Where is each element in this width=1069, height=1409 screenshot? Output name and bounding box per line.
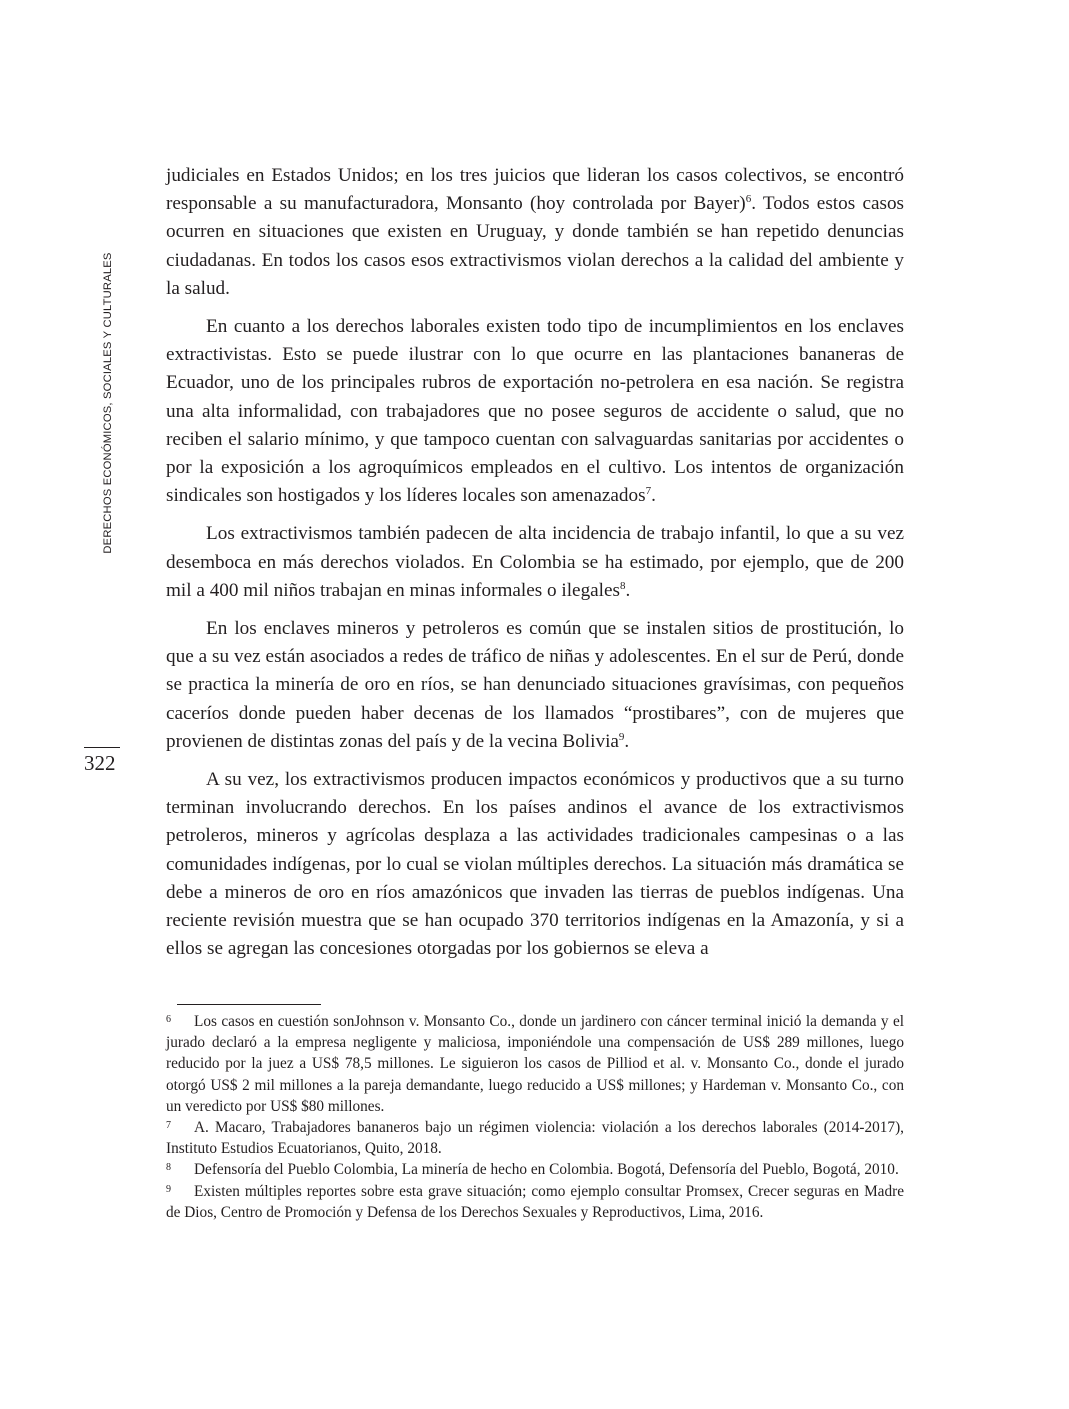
page-number: 322 — [84, 751, 116, 775]
paragraph — [166, 520, 904, 605]
paragraph-text: Los extractivismos también padecen de alta incidencia de trabajo infantil, lo que a su vez desemboca en más derechos violados. En Colombia se ha estimado, por ejemplo, que de 200 mil a 400 mil niños trabajan en minas informales o ilegales — [166, 523, 904, 601]
footnote-separator — [177, 1004, 321, 1005]
paragraph-text: judiciales en Estados Unidos; en los tres juicios que lideran los casos colectivos, se encontró responsable a su manufacturadora, Monsanto (hoy controlada por Bayer) — [166, 165, 904, 215]
footnote-number: 8 — [166, 1162, 171, 1174]
footnote — [166, 1117, 904, 1159]
page-number-rule — [84, 747, 120, 748]
body-text — [166, 162, 904, 973]
footnote-text: A. Macaro, Trabajadores bananeros bajo un régimen violencia: violación a los derechos laborales (2014-2017), Instituto Estudios Ecuatorianos, Quito, 2018. — [166, 1119, 904, 1158]
running-header — [96, 242, 120, 564]
footnote-number: 6 — [166, 1014, 171, 1025]
paragraph-text: A su vez, los extractivismos producen impactos económicos y productivos que a su turno terminan involucrando derechos. En los países andinos el avance de los extractivismos petroleros, mineros y agrícolas desplaza a las actividades tradicionales campesinas o a las comunidades indígenas, por lo cual se violan múltiples derechos. La situación más dramática se debe a mineros de oro en ríos amazónicos que invaden las tierras de pueblos indígenas. Una reciente revisión muestra que se han ocupado 370 territorios indígenas en la Amazonía, y si a ellos se agregan las concesiones otorgadas por los gobiernos se eleva a — [166, 769, 904, 960]
footnote-text: Defensoría del Pueblo Colombia, La minería de hecho en Colombia. Bogotá, Defensoría del Pueblo, Bogotá, 2010. — [194, 1161, 899, 1179]
footnote-text: Existen múltiples reportes sobre esta grave situación; como ejemplo consultar Promsex, Crecer seguras en Madre de Dios, Centro de Promoción y Defensa de los Derechos Sexuales y Reproductivos, Lima, 2016. — [166, 1182, 904, 1221]
footnote-ref[interactable]: 8 — [620, 579, 626, 592]
footnote — [166, 1159, 904, 1180]
paragraph — [166, 615, 904, 756]
footnote-number: 9 — [166, 1183, 171, 1195]
footnote-text: Los casos en cuestión sonJohnson v. Monsanto Co., donde un jardinero con cáncer terminal inició la demanda y el jurado declaró a la empresa negligente y maliciosa, imponiéndole una compensación de US$ 289 millones, luego reducido por la juez a US$ 78,5 millones. Le siguieron los casos de Pilliod et al. v. Monsanto Co., donde el jurado otorgó US$ 2 mil millones a la pareja demandante, luego reducido a US$ millones; y Hardeman v. Monsanto Co., con un veredicto por US$ $80 millones. — [166, 1013, 904, 1115]
footnote-ref[interactable]: 9 — [618, 730, 625, 743]
footnotes — [166, 1011, 904, 1223]
paragraph-text: En cuanto a los derechos laborales existen todo tipo de incumplimientos en los enclaves extractivistas. Esto se puede ilustrar con lo que ocurre en las plantaciones bananeras de Ecuador, uno de los principales rubros de exportación no-petrolera en esa nación. Se registra una alta informalidad, con trabajadores que no posee seguros de accidente o salud, que no reciben el salario mínimo, y que tampoco cuentan con salvaguardas sanitarias por accidentes o por la exposición a los agroquímicos empleados en el cultivo. Los intentos de organización sindicales son hostigados y los líderes locales son amenazados — [166, 316, 904, 507]
paragraph-text: . — [651, 485, 656, 507]
paragraph-text: . — [624, 730, 630, 752]
paragraph-text: . — [625, 579, 631, 601]
paragraph — [166, 313, 904, 510]
footnote-ref[interactable]: 7 — [645, 485, 652, 498]
paragraph-text: En los enclaves mineros y petroleros es común que se instalen sitios de prostitución, lo que a su vez están asociados a redes de tráfico de niñas y adolescentes. En el sur de Perú, donde se practica la minería de oro en ríos, se han denunciado situaciones gravísimas, con pequeños caceríos donde pueden haber decenas de los llamados “prostibares”, con de mujeres que provienen de distintas zonas del país y de la vecina Bolivia — [166, 618, 904, 752]
running-header-text: DERECHOS ECONÓMICOS, SOCIALES Y CULTURALES — [102, 252, 114, 554]
footnote-ref[interactable]: 6 — [745, 193, 752, 206]
footnote — [166, 1011, 904, 1117]
paragraph — [166, 766, 904, 963]
paragraph-text: . Todos estos casos ocurren en situaciones que existen en Uruguay, y donde también se han repetido denuncias ciudadanas. En todos los casos esos extractivismos violan derechos a la calidad del ambiente y la salud. — [166, 193, 905, 299]
footnote-number: 7 — [166, 1120, 171, 1132]
footnote — [166, 1181, 904, 1223]
paragraph — [166, 162, 904, 303]
